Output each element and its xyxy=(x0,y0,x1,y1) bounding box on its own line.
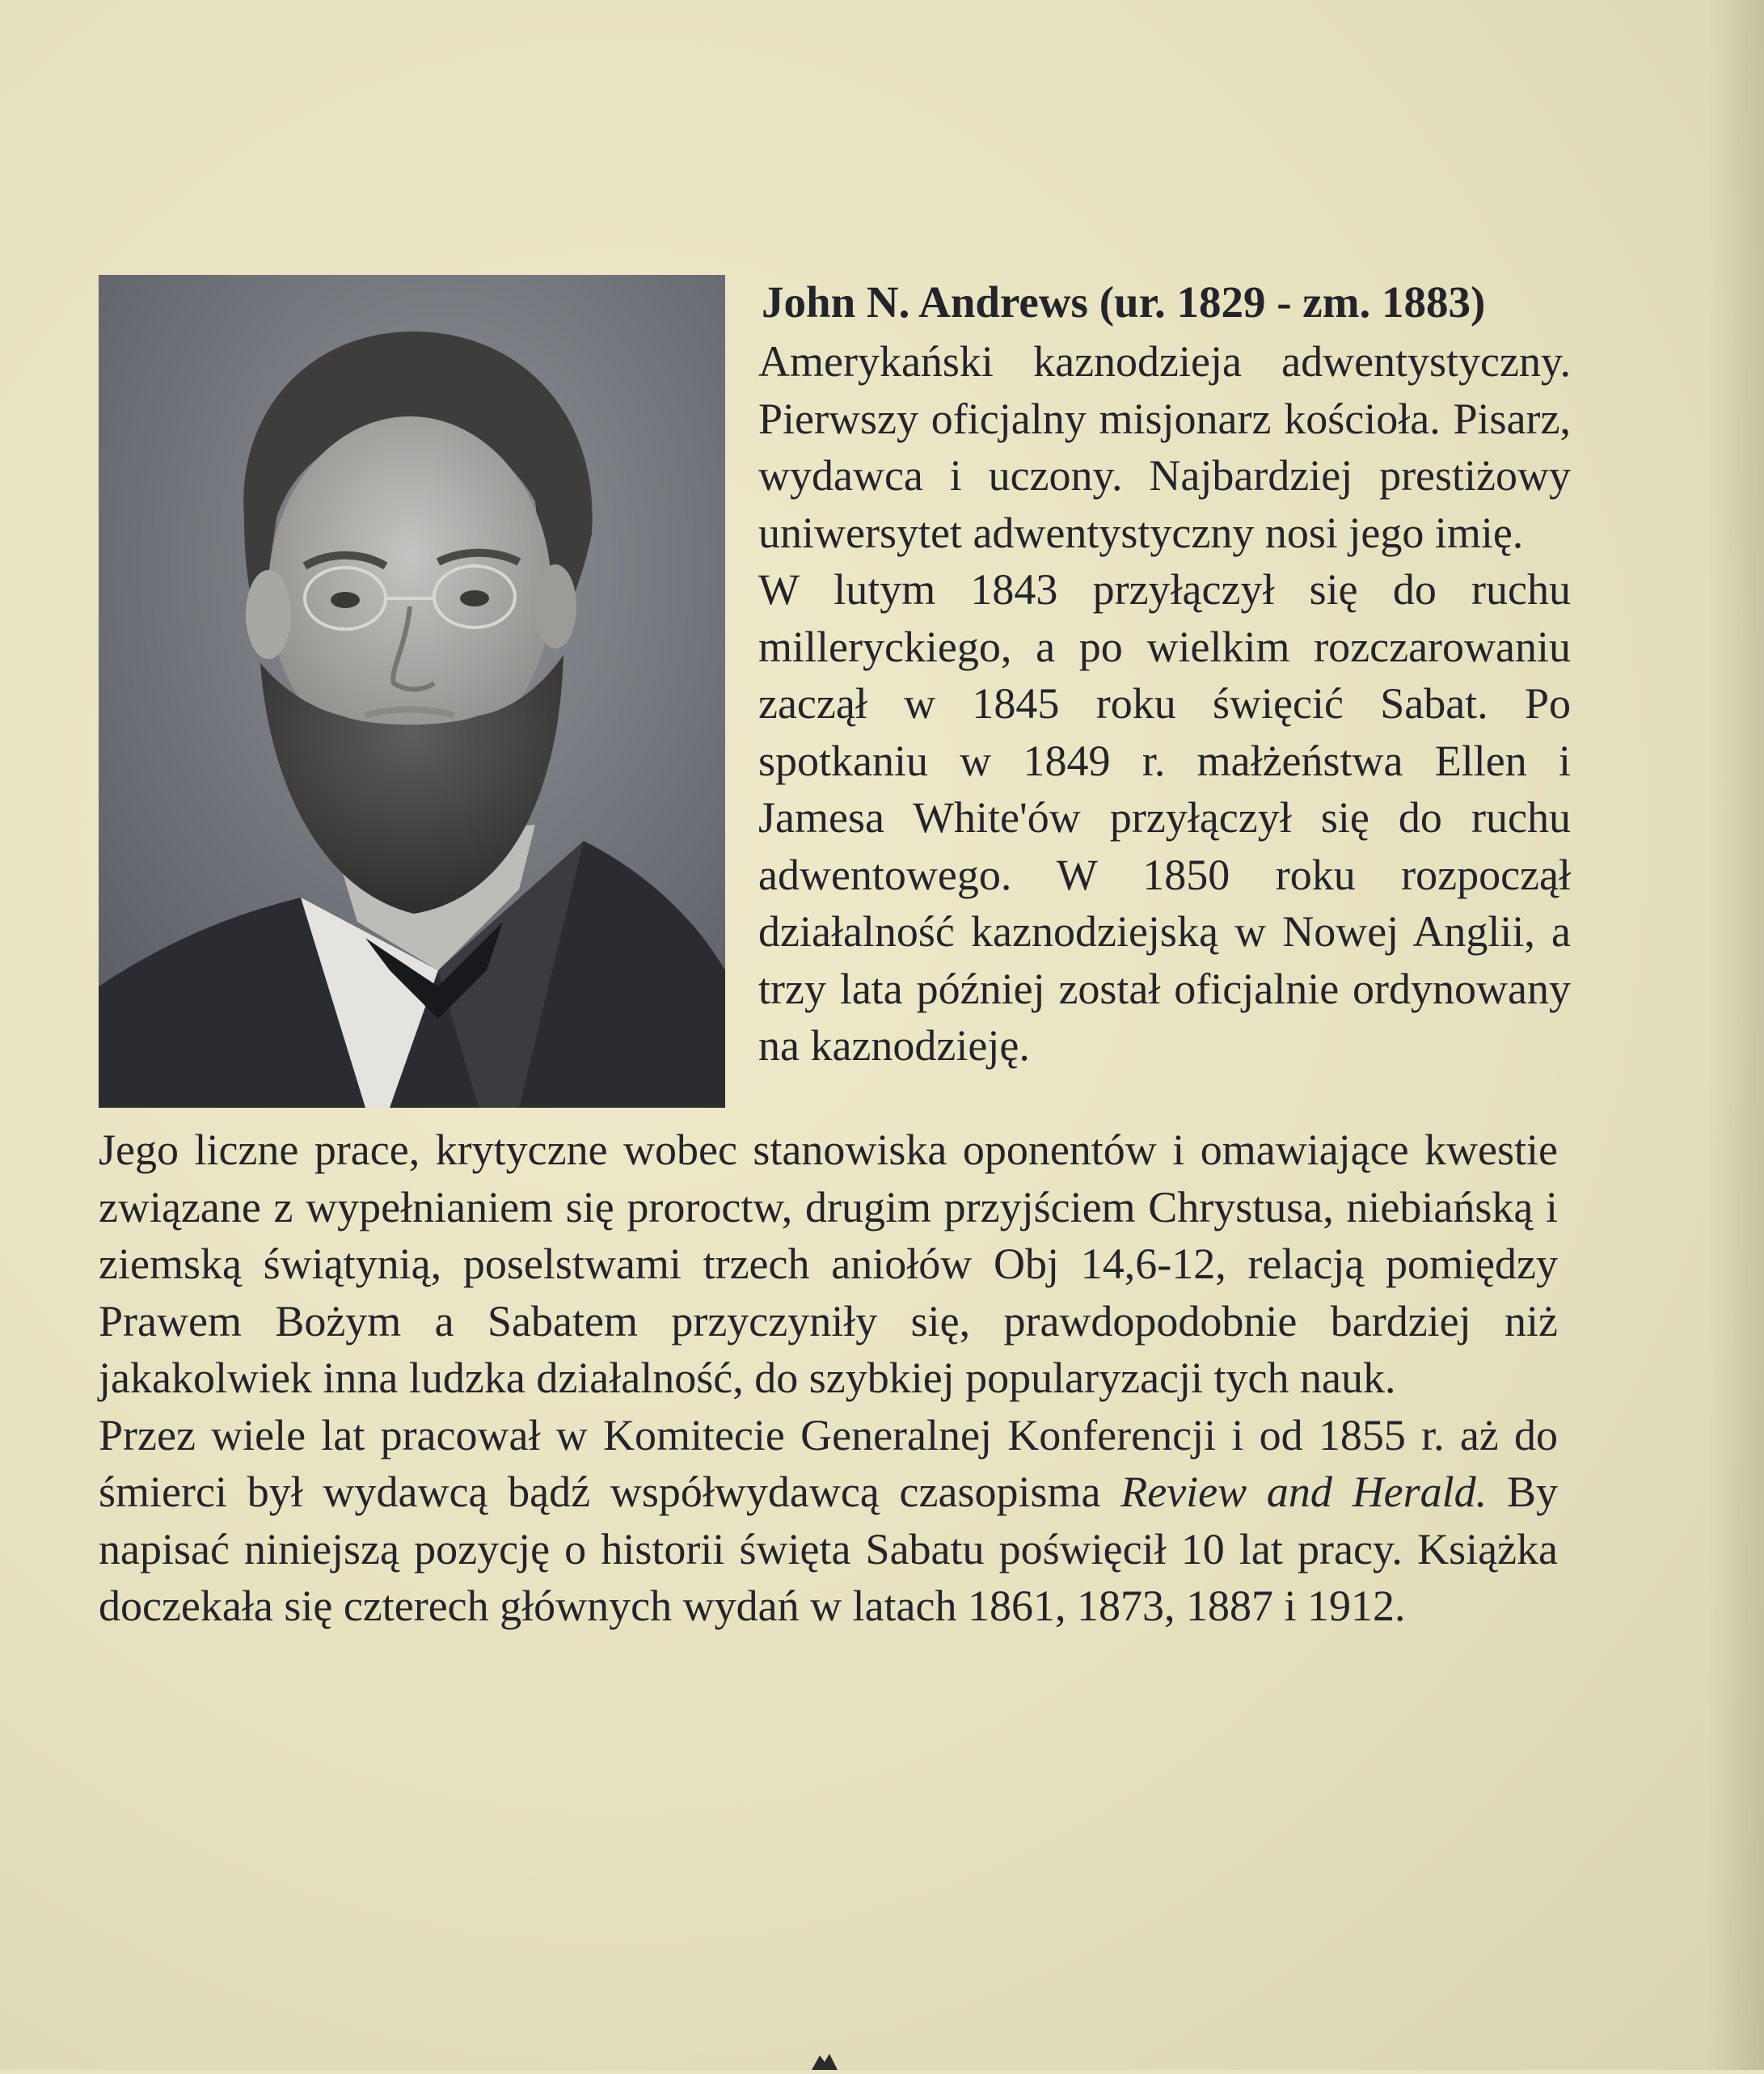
career-paragraph xyxy=(99,1407,1558,1635)
career-text-part-2: By napisać niniejszą pozycję o historii święta Sabatu poświęcił 10 lat pracy. Książka doczekała się czterech głównych wydań w latach 1861, 1873, 1887 i 1912. xyxy=(99,1468,1558,1630)
career-text-part-1: Przez wiele lat pracował w Komitecie Generalnej Konferencji i od 1855 r. aż do śmierci był wydawcą bądź współwydawcą czasopisma xyxy=(99,1410,1558,1516)
author-heading: John N. Andrews (ur. 1829 - zm. 1883) xyxy=(762,277,1486,327)
page-edge-shadow xyxy=(1707,0,1764,2070)
author-portrait-photo xyxy=(99,275,725,1108)
bio-full-width-text xyxy=(99,1121,1558,1635)
periodical-title: Review and Herald. xyxy=(1120,1468,1488,1516)
publisher-logo-fragment xyxy=(808,2051,841,2070)
bio-column-text xyxy=(758,333,1571,1075)
early-life-paragraph: W lutym 1843 przyłączył się do ruchu milleryckiego, a po wielkim rozczarowaniu zaczął w 1845 roku święcić Sabat. Po spotkaniu w 1849 r. małżeństwa Ellen i Jamesa White'ów przyłączył się do ruchu adwentowego. W 1850 roku rozpoczął działalność kaznodziejską w Nowej Anglii, a trzy lata później został oficjalnie ordynowany na kaznodzieję. xyxy=(758,565,1571,1070)
intro-paragraph: Amerykański kaznodzieja adwentystyczny. Pierwszy oficjalny misjonarz kościoła. Pisarz, wydawca i uczony. Najbardziej prestiżowy uniwersytet adwentystyczny nosi jego imię. xyxy=(758,337,1571,557)
works-paragraph: Jego liczne prace, krytyczne wobec stanowiska oponentów i omawiające kwestie związane z wypełnianiem się proroctw, drugim przyjściem Chrystusa, niebiańską i ziemską świątynią, poselstwami trzech aniołów Obj 14,6-12, relacją pomiędzy Prawem Bożym a Sabatem przyczyniły się, prawdopodobnie bardziej niż jakakolwiek inna ludzka działalność, do szybkiej popularyzacji tych nauk. xyxy=(99,1126,1558,1402)
